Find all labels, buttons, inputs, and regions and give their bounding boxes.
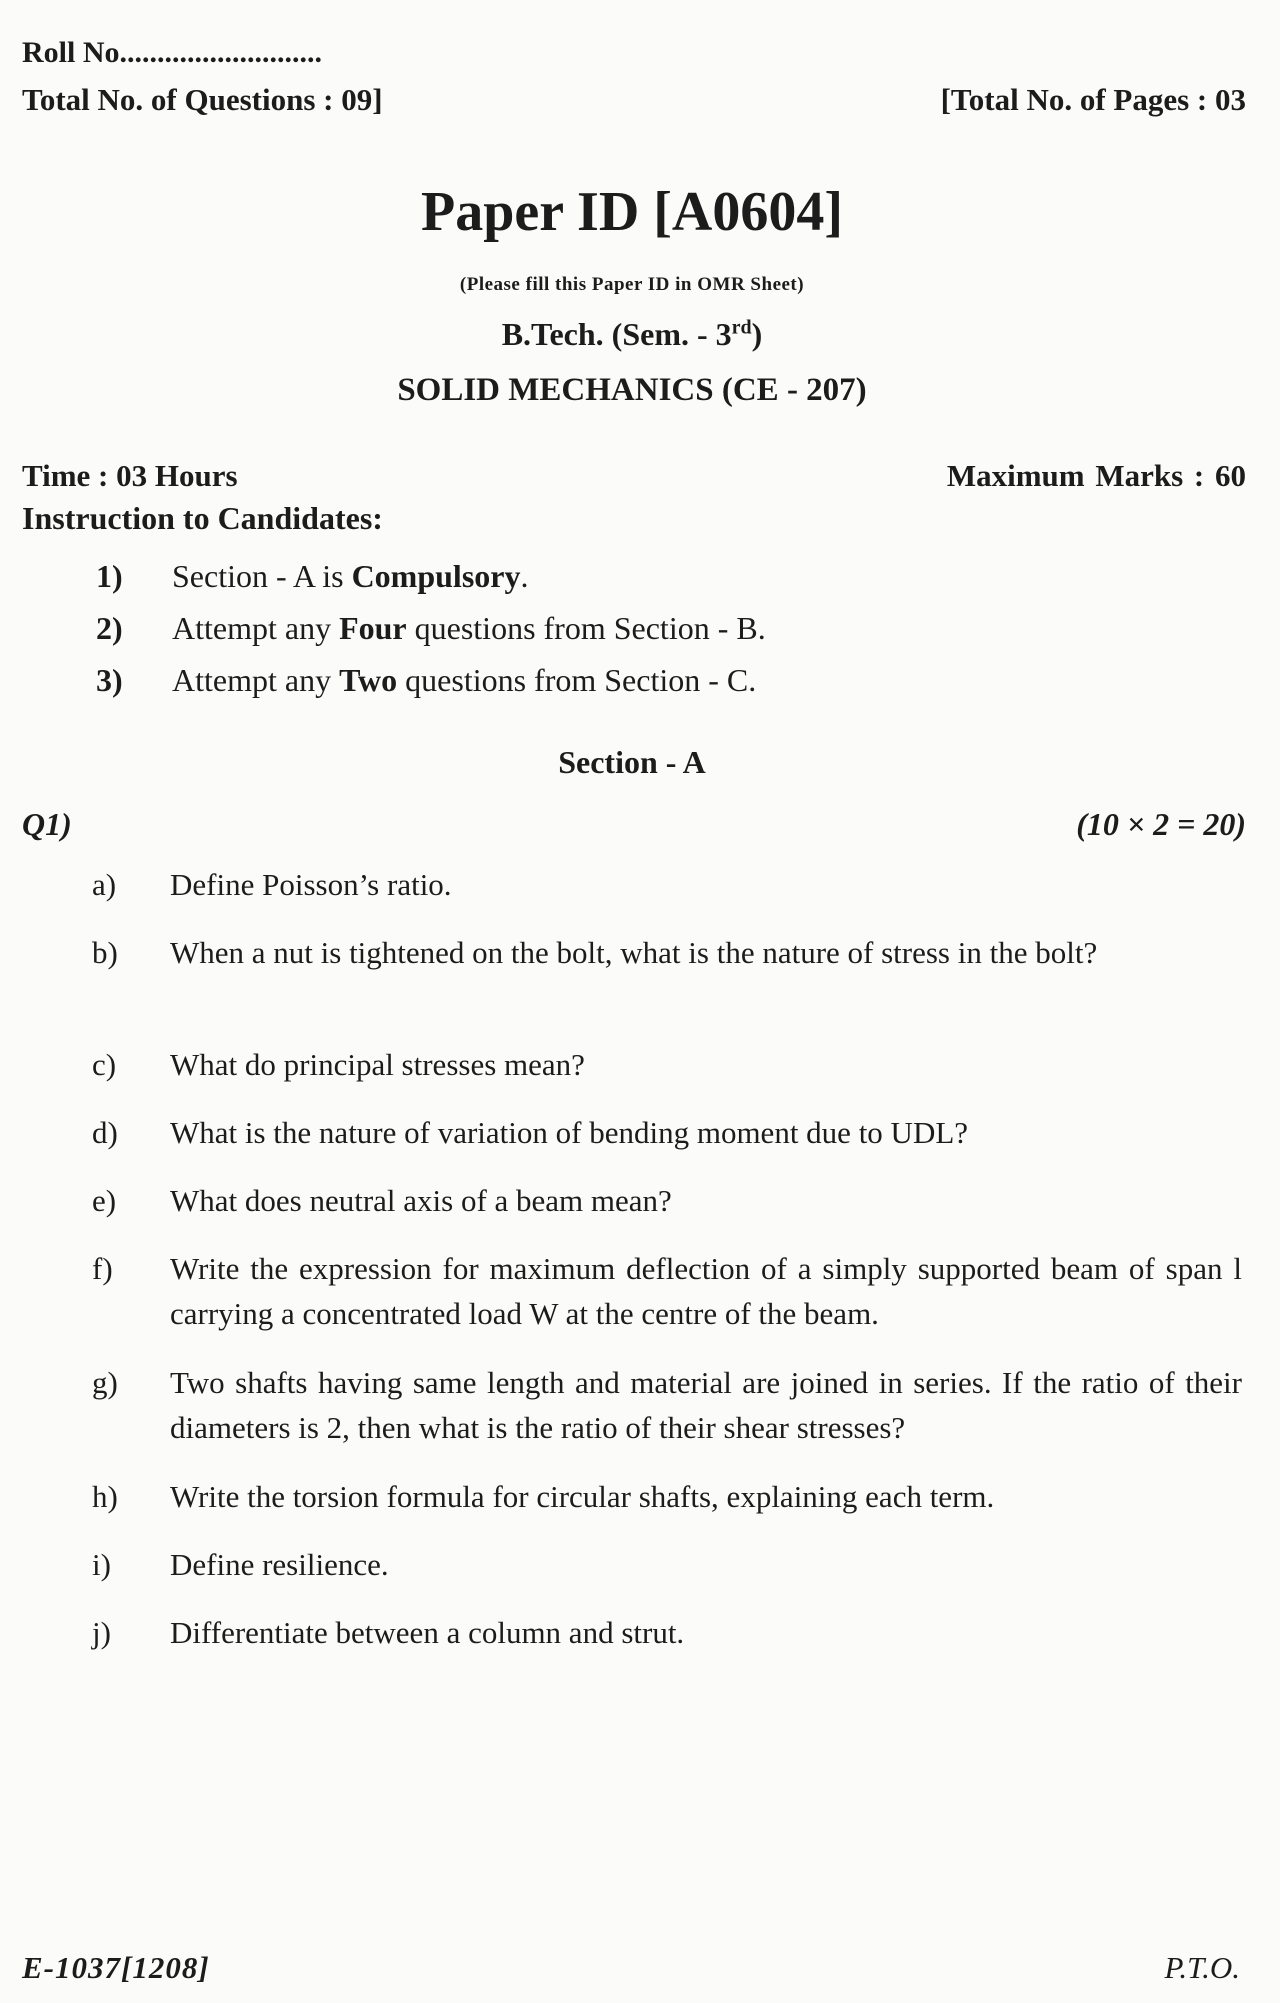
instruction-item: [96, 662, 756, 699]
item-text: Write the torsion formula for circular shafts, explaining each term.: [170, 1479, 995, 1514]
item-text: Write the expression for maximum deflection of a simply supported beam of span l carrying a concentrated load W at the centre of the beam.: [170, 1251, 1242, 1331]
instruction-text: Attempt any: [172, 610, 340, 646]
item-text: Differentiate between a column and strut.: [170, 1615, 685, 1650]
instruction-text: Attempt any: [172, 662, 340, 698]
item-label: a): [92, 867, 117, 902]
question-item: [92, 1542, 1242, 1587]
item-text: What does neutral axis of a beam mean?: [170, 1183, 672, 1218]
instruction-number: 1): [96, 558, 123, 594]
section-a-heading: Section - A: [558, 744, 706, 780]
max-marks: Maximum Marks : 60: [946, 458, 1246, 493]
question-item: [92, 1110, 1242, 1155]
total-pages: [Total No. of Pages : 03: [940, 82, 1246, 117]
instructions-heading: Instruction to Candidates:: [22, 500, 383, 536]
item-label: j): [92, 1615, 111, 1650]
question-item: [92, 1042, 1242, 1087]
course-line: [0, 316, 1264, 353]
item-label: b): [92, 935, 118, 970]
question-item: [92, 1610, 1242, 1655]
question-item: [92, 1474, 1242, 1519]
item-text: Define Poisson’s ratio.: [170, 867, 452, 902]
course-superscript: rd: [731, 316, 752, 339]
question-item: [92, 1360, 1242, 1450]
instruction-item: [96, 610, 766, 647]
paper-id: Paper ID [A0604]: [420, 181, 844, 243]
course-close: ): [751, 316, 763, 352]
item-label: f): [92, 1251, 113, 1286]
question-item: [92, 1246, 1242, 1336]
instruction-text-end: questions from Section - C.: [397, 662, 757, 698]
instruction-emphasis: Two: [339, 662, 398, 698]
item-text: When a nut is tightened on the bolt, what is the nature of stress in the bolt?: [170, 935, 1098, 970]
instruction-number: 3): [96, 662, 123, 698]
subject-title: SOLID MECHANICS (CE - 207): [397, 372, 867, 408]
question-number: Q1): [22, 806, 72, 842]
instruction-text: Section - A is: [172, 558, 352, 594]
please-turn-over: P.T.O.: [1164, 1950, 1240, 1985]
course-text: B.Tech. (Sem. - 3: [501, 316, 732, 352]
instruction-number: 2): [96, 610, 123, 646]
item-label: c): [92, 1047, 117, 1082]
question-item: [92, 862, 1242, 907]
item-label: e): [92, 1183, 117, 1218]
question-item: [92, 1178, 1242, 1223]
item-text: What do principal stresses mean?: [170, 1047, 585, 1082]
question-item: [92, 930, 1242, 975]
omr-note: (Please fill this Paper ID in OMR Sheet): [459, 274, 805, 295]
instruction-emphasis: Four: [339, 610, 407, 646]
instruction-item: [96, 558, 528, 595]
instruction-emphasis: Compulsory: [351, 558, 521, 594]
exam-time: Time : 03 Hours: [22, 458, 238, 493]
item-label: g): [92, 1365, 118, 1400]
instruction-text-end: questions from Section - B.: [406, 610, 766, 646]
total-questions: Total No. of Questions : 09]: [22, 82, 383, 117]
item-text: Define resilience.: [170, 1547, 389, 1582]
item-text: What is the nature of variation of bending moment due to UDL?: [170, 1115, 969, 1150]
item-label: h): [92, 1479, 118, 1514]
item-label: i): [92, 1547, 111, 1582]
paper-code: E-1037[1208]: [22, 1950, 210, 1985]
instruction-text-end: .: [520, 558, 529, 594]
item-label: d): [92, 1115, 118, 1150]
question-marks: (10 × 2 = 20): [1076, 806, 1246, 842]
roll-number: Roll No...........................: [22, 36, 322, 69]
item-text: Two shafts having same length and material are joined in series. If the ratio of their diameters is 2, then what is the ratio of their shear stresses?: [170, 1365, 1242, 1445]
